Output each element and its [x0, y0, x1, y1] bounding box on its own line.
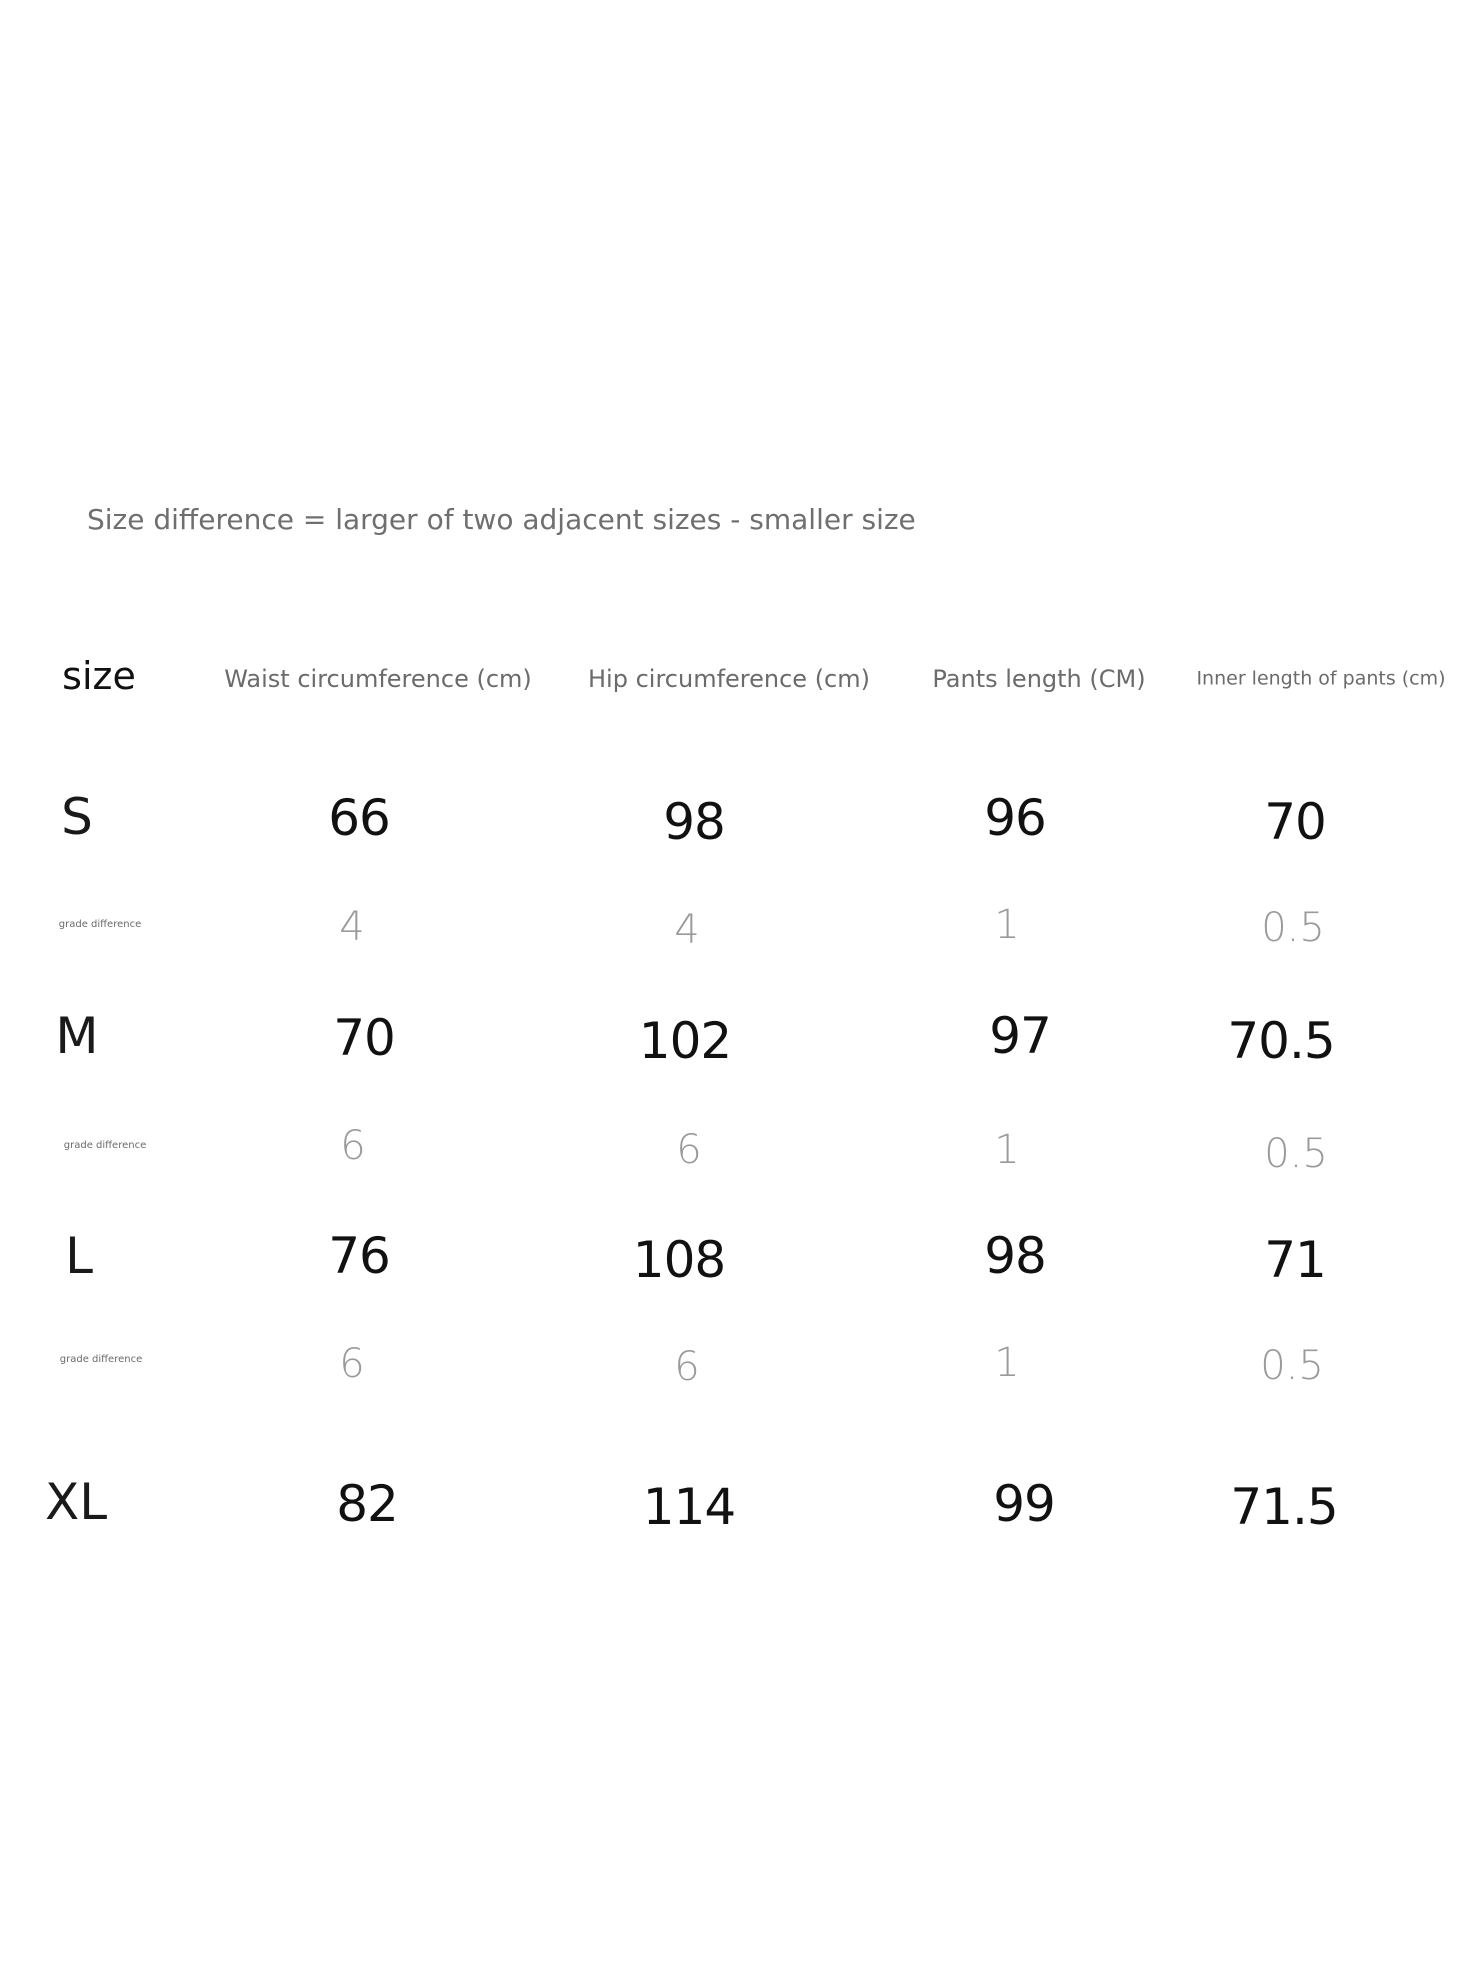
- header-size: size: [62, 654, 136, 698]
- inner-length-value: 70.5: [1227, 1012, 1335, 1070]
- inner-length-value: 70: [1264, 793, 1326, 851]
- inner-length-value: 71.5: [1230, 1478, 1338, 1536]
- grade-difference-label: grade difference: [63, 1140, 147, 1151]
- inner-length-grade-value: 0.5: [1264, 1131, 1328, 1177]
- waist-grade-value: 6: [339, 1341, 365, 1387]
- waist-value: 70: [333, 1009, 395, 1067]
- pants-length-value: 98: [984, 1227, 1046, 1285]
- pants-length-grade-value: 1: [994, 1340, 1020, 1386]
- pants-length-grade-value: 1: [994, 1127, 1020, 1173]
- waist-value: 76: [328, 1227, 390, 1285]
- hip-grade-value: 4: [674, 907, 700, 953]
- header-pants-length: Pants length (CM): [932, 665, 1146, 693]
- hip-value: 114: [642, 1478, 736, 1536]
- waist-grade-value: 4: [339, 904, 365, 950]
- grade-difference-label: grade difference: [58, 919, 142, 930]
- hip-grade-value: 6: [674, 1344, 700, 1390]
- waist-grade-value: 6: [340, 1123, 366, 1169]
- pants-length-value: 97: [989, 1007, 1051, 1065]
- pants-length-value: 99: [993, 1475, 1055, 1533]
- header-waist: Waist circumference (cm): [224, 665, 532, 693]
- size-label: S: [61, 788, 93, 846]
- inner-length-grade-value: 0.5: [1261, 905, 1325, 951]
- hip-value: 108: [632, 1231, 726, 1289]
- pants-length-value: 96: [984, 789, 1046, 847]
- grade-difference-label: grade difference: [59, 1354, 143, 1365]
- waist-value: 82: [336, 1475, 398, 1533]
- size-label: M: [55, 1007, 99, 1065]
- size-label: L: [65, 1227, 93, 1285]
- inner-length-grade-value: 0.5: [1260, 1343, 1324, 1389]
- header-hip: Hip circumference (cm): [588, 665, 870, 693]
- waist-value: 66: [328, 789, 390, 847]
- hip-grade-value: 6: [676, 1127, 702, 1173]
- size-label: XL: [44, 1473, 108, 1531]
- pants-length-grade-value: 1: [994, 902, 1020, 948]
- size-difference-note: Size difference = larger of two adjacent sizes - smaller size: [87, 503, 916, 536]
- hip-value: 102: [638, 1012, 732, 1070]
- hip-value: 98: [663, 793, 725, 851]
- header-inner-length: Inner length of pants (cm): [1196, 667, 1446, 690]
- inner-length-value: 71: [1264, 1231, 1326, 1289]
